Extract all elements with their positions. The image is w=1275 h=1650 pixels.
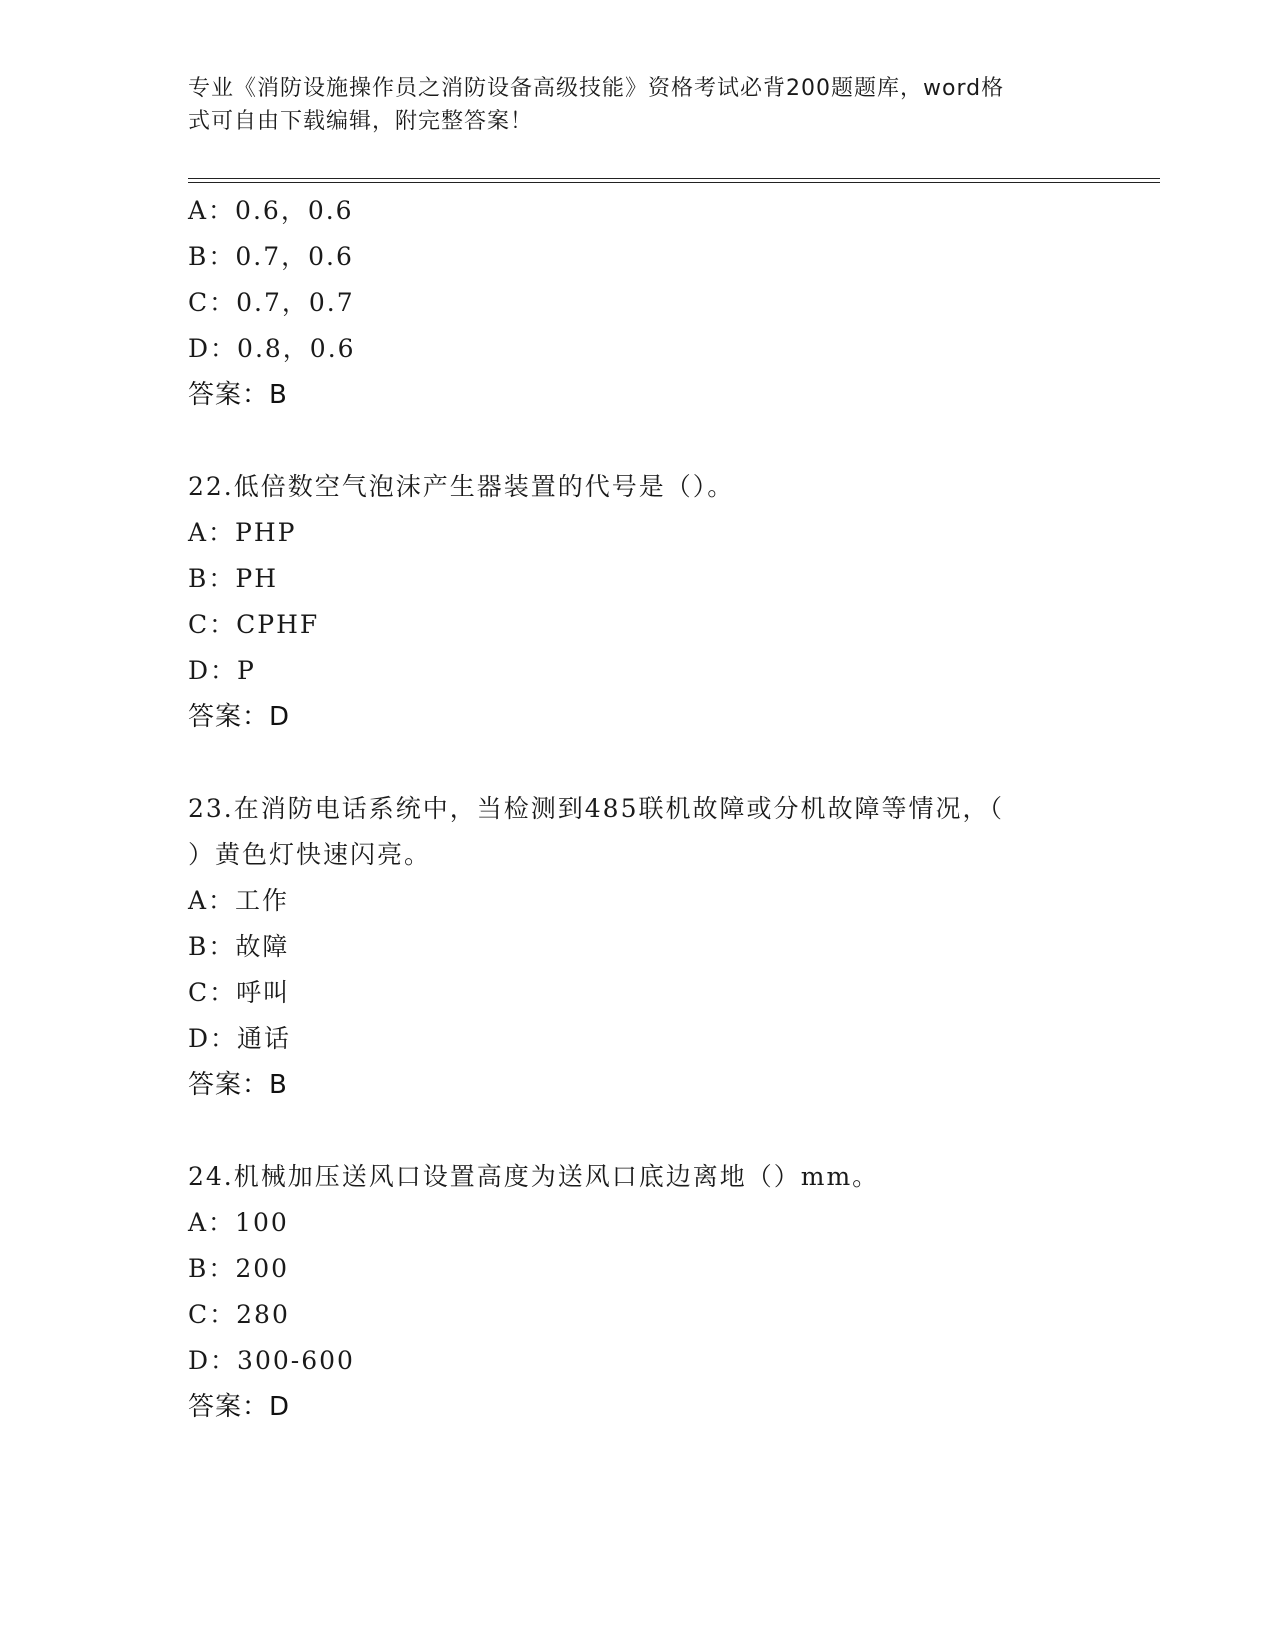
option-d: D：300-600 <box>188 1346 355 1375</box>
question-text: 22.低倍数空气泡沫产生器装置的代号是（）。 <box>188 472 735 501</box>
header-line-2: 式可自由下载编辑，附完整答案！ <box>188 109 534 134</box>
question-22 <box>188 464 1168 740</box>
option-a: A：工作 <box>188 886 290 915</box>
option-b: B：故障 <box>188 932 290 961</box>
question-text: 24.机械加压送风口设置高度为送风口底边离地（）mm。 <box>188 1162 880 1191</box>
spacer <box>188 1108 1168 1154</box>
option-b: B：0.7，0.6 <box>188 242 354 271</box>
question-list <box>188 188 1168 1430</box>
option-d: D：0.8，0.6 <box>188 334 356 363</box>
question-24 <box>188 1154 1168 1430</box>
option-b: B：200 <box>188 1254 290 1283</box>
question-text-line-1: 23.在消防电话系统中，当检测到485联机故障或分机故障等情况，（ <box>188 794 1004 823</box>
option-d: D：通话 <box>188 1024 292 1053</box>
document-header <box>188 72 1088 138</box>
header-line-1: 专业《消防设施操作员之消防设备高级技能》资格考试必背200题题库，word格 <box>188 76 1005 101</box>
answer: 答案：D <box>188 1392 291 1422</box>
option-b: B：PH <box>188 564 278 593</box>
option-c: C：呼叫 <box>188 978 291 1007</box>
option-c: C：280 <box>188 1300 290 1329</box>
option-c: C：CPHF <box>188 610 320 639</box>
question-23 <box>188 786 1168 1108</box>
spacer <box>188 740 1168 786</box>
option-a: A：0.6，0.6 <box>188 196 354 225</box>
option-a: A：PHP <box>188 518 297 547</box>
answer: 答案：B <box>188 1070 288 1100</box>
option-c: C：0.7，0.7 <box>188 288 355 317</box>
answer: 答案：B <box>188 380 288 410</box>
spacer <box>188 418 1168 464</box>
answer: 答案：D <box>188 702 291 732</box>
header-divider <box>188 178 1160 183</box>
option-d: D：P <box>188 656 256 685</box>
option-a: A：100 <box>188 1208 289 1237</box>
question-text-line-2: ）黄色灯快速闪亮。 <box>188 840 432 869</box>
question-21 <box>188 188 1168 418</box>
